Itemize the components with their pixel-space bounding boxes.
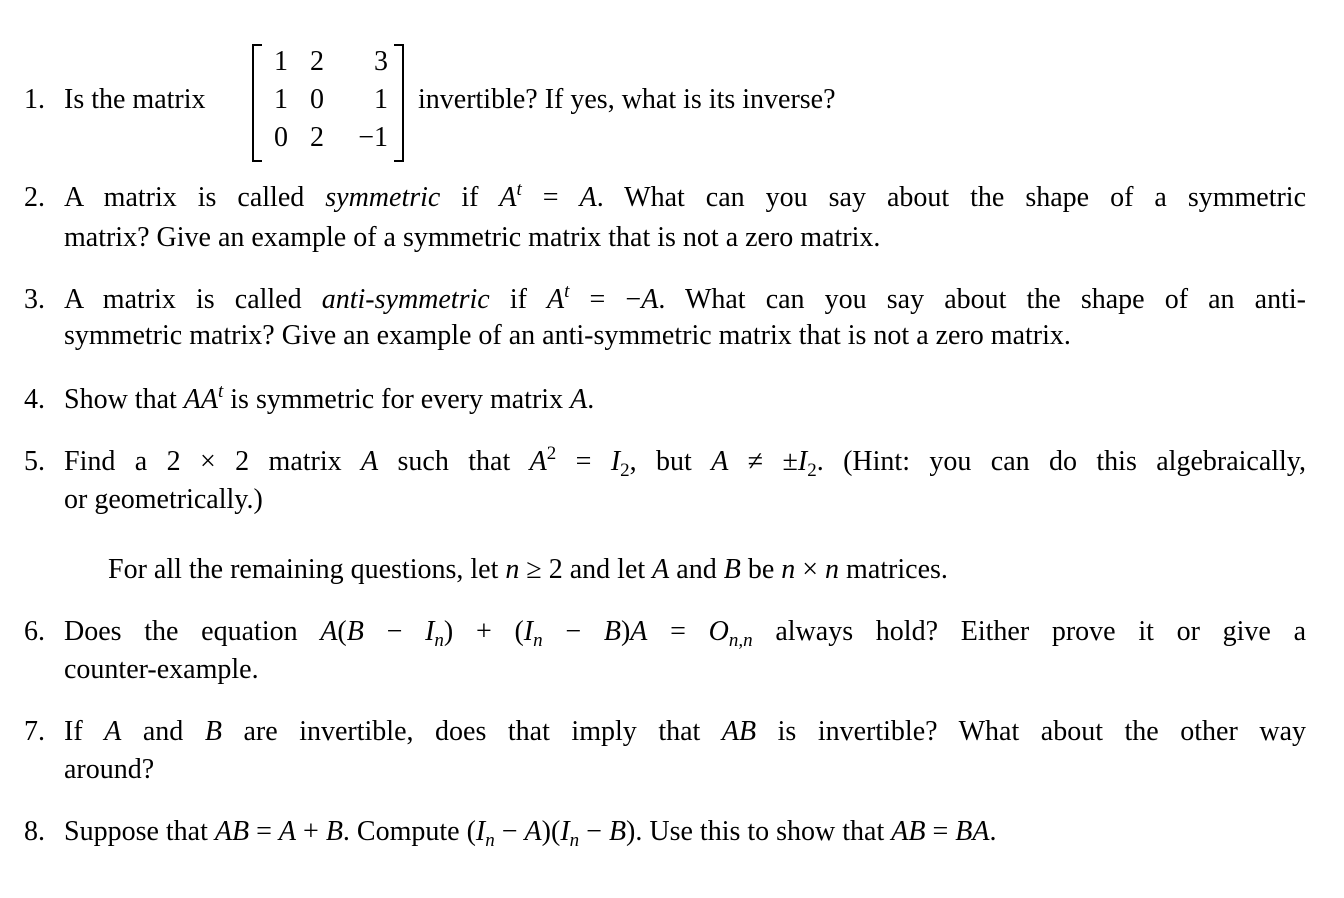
question-4-text: Show that $AA^t$ is symmetric for every matrix A. [64, 381, 595, 415]
matrix-cell: 0 [274, 122, 288, 153]
question-number: 2. [24, 182, 45, 213]
question-7-line-1: If A and B are invertible, does that imply that AB is invertible? What about the other way [64, 716, 1306, 747]
question-5-line-2: or geometrically.) [64, 484, 263, 515]
matrix-cell: 2 [310, 46, 324, 77]
question-5-line-1: Find a 2 × 2 matrix A such that $A^2 = I_2$, but $A \ne \pm I_2$. (Hint: you can do this algebraically, [64, 443, 1307, 481]
question-number: 8. [24, 816, 45, 847]
question-8-text: Suppose that AB = A + B. Compute $(I_n - A)(I_n - B)$. Use this to show that AB = BA. [64, 816, 997, 851]
question-number: 7. [24, 716, 45, 747]
question-number: 5. [24, 446, 45, 477]
matrix-cell: 1 [274, 46, 288, 77]
remaining-questions-note: For all the remaining questions, let n ≥ 2 and let A and B be n × n matrices. [108, 554, 948, 585]
question-number: 6. [24, 616, 45, 647]
question-6-line-1: Does the equation $A(B - I_n) + (I_n - B)A = O_{n,n}$ always hold? Either prove it or give a [64, 616, 1306, 651]
question-7-line-2: around? [64, 754, 155, 785]
question-number: 4. [24, 384, 45, 415]
question-number: 1. [24, 84, 45, 115]
matrix-cell: 3 [374, 46, 388, 77]
question-3-line-1: A matrix is called anti-symmetric if $A^t = -A$. What can you say about the shape of an anti- [64, 281, 1306, 315]
matrix-cell: 1 [374, 84, 388, 115]
question-2-line-2: matrix? Give an example of a symmetric matrix that is not a zero matrix. [64, 222, 881, 253]
matrix-cell: −1 [358, 122, 388, 153]
right-bracket [394, 44, 404, 162]
question-3-line-2: symmetric matrix? Give an example of an anti-symmetric matrix that is not a zero matrix. [64, 320, 1071, 351]
question-2-line-1: A matrix is called symmetric if $A^t = A$. What can you say about the shape of a symmetric [64, 179, 1307, 213]
matrix [248, 44, 408, 158]
matrix-cell: 2 [310, 122, 324, 153]
matrix-cell: 1 [274, 84, 288, 115]
question-number: 3. [24, 284, 45, 315]
question-1-text-before: Is the matrix [64, 84, 206, 115]
question-6-line-2: counter-example. [64, 654, 259, 685]
matrix-cell: 0 [310, 84, 324, 115]
question-1-text-after: invertible? If yes, what is its inverse? [418, 84, 836, 115]
